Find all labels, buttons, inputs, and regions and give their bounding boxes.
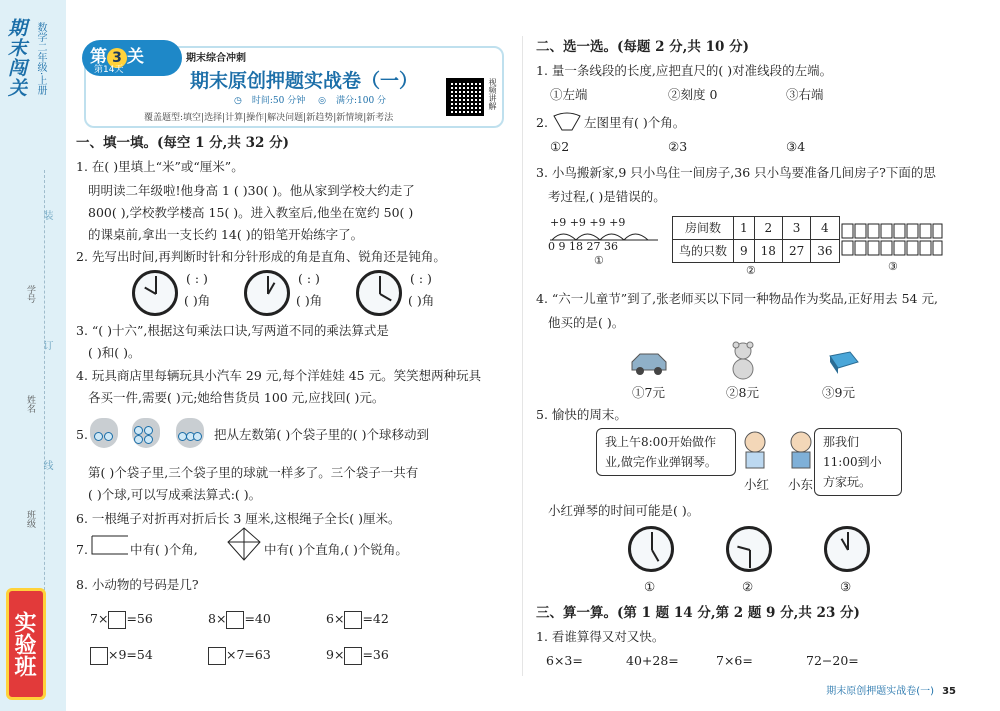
table-cell: 1 xyxy=(734,217,755,240)
clock-2-angle[interactable]: ( )角 xyxy=(296,293,323,308)
eq3-right: =42 xyxy=(362,611,389,626)
eq6-right: =36 xyxy=(362,647,389,662)
choice-3-mark[interactable]: ③ xyxy=(888,260,898,273)
animal-box-2[interactable] xyxy=(226,611,244,629)
qr-code-icon[interactable] xyxy=(446,78,484,116)
clock-3-time[interactable]: ( : ) xyxy=(410,271,432,286)
page-number: 35 xyxy=(942,686,956,697)
book-icon xyxy=(826,348,860,378)
eq2-left: 8× xyxy=(208,611,227,626)
header-tag: 期末综合冲刺 xyxy=(186,53,246,64)
section-1-title: 一、填一填。(每空 1 分,共 32 分) xyxy=(76,135,289,151)
calc-item-3[interactable]: 7×6= xyxy=(716,653,753,668)
bag-3 xyxy=(176,418,204,448)
column-divider xyxy=(522,36,523,676)
q4-line-1: 4. 玩具商店里每辆玩具小汽车 29 元,每个洋娃娃 45 元。笑笑想两种玩具 xyxy=(76,368,482,383)
r-q3-line-1: 3. 小鸟搬新家,9 只小鸟住一间房子,36 只小鸟要准备几间房子?下面的思 xyxy=(536,165,936,180)
q1-prompt: 1. 在( )里填上“米”或“厘米”。 xyxy=(76,159,244,174)
option-clock-1 xyxy=(628,526,674,572)
animal-eq-1 xyxy=(90,608,153,630)
animal-box-5[interactable] xyxy=(208,647,226,665)
badge-day: 第14天 xyxy=(94,65,124,75)
teddy-bear-icon xyxy=(728,340,758,380)
animal-box-3[interactable] xyxy=(344,611,362,629)
boy-avatar xyxy=(786,430,816,470)
section-3-title: 三、算一算。(第 1 题 14 分,第 2 题 9 分,共 23 分) xyxy=(536,605,860,621)
eq3-left: 6× xyxy=(326,611,345,626)
eq1-left: 7× xyxy=(90,611,109,626)
clock-2-time[interactable]: ( : ) xyxy=(298,271,320,286)
r-q4-opt-1[interactable]: ①7元 xyxy=(632,385,665,400)
clock-3-angle[interactable]: ( )角 xyxy=(408,293,435,308)
q7-part-2: 中有( )个直角,( )个锐角。 xyxy=(264,542,408,557)
table-cell: 2 xyxy=(754,217,782,240)
q5-line-3: ( )个球,可以写成乘法算式:( )。 xyxy=(88,487,262,502)
q3-line-1: 3. “( )十六”,根据这句乘法口诀,写两道不同的乘法算式是 xyxy=(76,323,389,338)
clock-1-time[interactable]: ( : ) xyxy=(186,271,208,286)
exam-header xyxy=(84,46,504,128)
eq5-right: ×7=63 xyxy=(226,647,271,662)
q4-line-2: 各买一件,需要( )元;她给售货员 100 元,应找回( )元。 xyxy=(88,390,385,405)
cut-mark-3: 线 xyxy=(41,460,52,470)
numberline-labels: 0 9 18 27 36 xyxy=(548,240,618,253)
r-q1-opt-1[interactable]: ①左端 xyxy=(550,87,588,102)
r-q1-opt-3[interactable]: ③右端 xyxy=(786,87,824,102)
r-q2-text: 左图里有( )个角。 xyxy=(584,115,686,130)
r-q5-opt-3[interactable]: ③ xyxy=(840,579,852,594)
r-q5-title: 5. 愉快的周末。 xyxy=(536,407,627,422)
speech-bubble-1: 我上午8:00开始做作业,做完作业弹钢琴。 xyxy=(596,428,736,476)
girl-avatar xyxy=(740,430,770,470)
option-clock-3 xyxy=(824,526,870,572)
field-student-no: 学号 xyxy=(25,285,35,303)
clock-face-3 xyxy=(356,270,402,316)
clock-icon: ◷ xyxy=(234,96,242,106)
q5-line-2: 第( )个袋子里,三个袋子里的球就一样多了。三个袋子一共有 xyxy=(88,465,419,480)
page-footer xyxy=(826,682,956,697)
q7-part-1: 中有( )个角, xyxy=(130,542,198,557)
animal-eq-5 xyxy=(208,644,271,666)
qr-label: 视频讲解 xyxy=(488,78,497,110)
brand-logo: 实验班 xyxy=(6,588,46,700)
bag-2 xyxy=(132,418,160,448)
badge-number: 3 xyxy=(107,48,127,68)
calc-item-4[interactable]: 72−20= xyxy=(806,653,859,668)
side-strip xyxy=(0,0,66,711)
q5-number: 5. xyxy=(76,427,88,442)
badge-suffix: 关 xyxy=(127,47,144,67)
r-q5-opt-1[interactable]: ① xyxy=(644,579,656,594)
table-cell: 36 xyxy=(811,240,839,263)
q1-line-1: 明明读二年级啦!他身高 1 ( )30( )。他从家到学校大约走了 xyxy=(88,183,415,198)
clock-face-2 xyxy=(244,270,290,316)
eq4-right: ×9=54 xyxy=(108,647,153,662)
field-name: 姓名 xyxy=(25,395,35,413)
calc-item-1[interactable]: 6×3= xyxy=(546,653,583,668)
clock-1-angle[interactable]: ( )角 xyxy=(184,293,211,308)
animal-eq-4 xyxy=(90,644,153,666)
animal-eq-2 xyxy=(208,608,271,630)
calc-item-2[interactable]: 40+28= xyxy=(626,653,679,668)
q7-number: 7. xyxy=(76,542,88,557)
choice-1-mark[interactable]: ① xyxy=(594,254,604,267)
r-q5-opt-2[interactable]: ② xyxy=(742,579,754,594)
eq6-left: 9× xyxy=(326,647,345,662)
bird-table xyxy=(672,216,840,263)
r-q2-opt-3[interactable]: ③4 xyxy=(786,139,806,154)
eq2-right: =40 xyxy=(244,611,271,626)
animal-box-1[interactable] xyxy=(108,611,126,629)
character-name-1: 小红 xyxy=(744,477,770,492)
badge-prefix: 第 xyxy=(90,47,107,67)
strip-title: 期末闯关 xyxy=(5,18,27,98)
topics-line: 覆盖题型:填空|选择|计算|操作|解决问题|新趋势|新情境|新考法 xyxy=(144,113,394,123)
cut-mark-2: 订 xyxy=(41,340,52,350)
r-q2-opt-2[interactable]: ②3 xyxy=(668,139,688,154)
q2-prompt: 2. 先写出时间,再判断时针和分针形成的角是直角、锐角还是钝角。 xyxy=(76,249,446,264)
angle-figure xyxy=(90,534,130,556)
toy-car-icon xyxy=(628,348,670,378)
r-q4-opt-2[interactable]: ②8元 xyxy=(726,385,759,400)
level-badge xyxy=(82,40,182,76)
r-q5-question: 小红弹琴的时间可能是( )。 xyxy=(548,503,700,518)
table-cell: 3 xyxy=(782,217,810,240)
animal-box-6[interactable] xyxy=(344,647,362,665)
s3-q1-prompt: 1. 看谁算得又对又快。 xyxy=(536,629,665,644)
table-cell: 9 xyxy=(734,240,755,263)
dice-grid xyxy=(840,222,944,265)
table-row xyxy=(673,240,840,263)
table-row xyxy=(673,217,840,240)
fan-shape-figure xyxy=(552,110,582,132)
table-cell: 鸟的只数 xyxy=(673,240,734,263)
q5-line-1: 把从左数第( )个袋子里的( )个球移动到 xyxy=(214,427,429,442)
bag-1 xyxy=(90,418,118,448)
character-name-2: 小东 xyxy=(788,477,814,492)
numberline-steps: +9 +9 +9 +9 xyxy=(550,216,626,229)
strip-subtitle: 数学二年级·上册 xyxy=(35,22,46,96)
q8-prompt: 8. 小动物的号码是几? xyxy=(76,577,199,592)
animal-box-4[interactable] xyxy=(90,647,108,665)
r-q4-opt-3[interactable]: ③9元 xyxy=(822,385,855,400)
speech-bubble-2: 那我们11:00到小方家玩。 xyxy=(814,428,902,496)
choice-2-mark[interactable]: ② xyxy=(746,264,756,277)
r-q1-opt-2[interactable]: ②刻度 0 xyxy=(668,87,718,102)
animal-eq-6 xyxy=(326,644,389,666)
eq1-right: =56 xyxy=(126,611,153,626)
section-2-title: 二、选一选。(每题 2 分,共 10 分) xyxy=(536,39,749,55)
binding-line xyxy=(44,170,45,600)
exam-meta xyxy=(234,93,396,106)
check-icon: ◎ xyxy=(318,96,326,106)
kite-figure xyxy=(226,526,262,562)
table-cell: 27 xyxy=(782,240,810,263)
q3-line-2: ( )和( )。 xyxy=(88,345,141,360)
page-title: 期末原创押题实战卷（一） xyxy=(190,70,419,92)
r-q3-line-2: 考过程,( )是错误的。 xyxy=(548,189,666,204)
r-q4-line-1: 4. “六一儿童节”到了,张老师买以下同一种物品作为奖品,正好用去 54 元, xyxy=(536,291,938,306)
clock-face-1 xyxy=(132,270,178,316)
r-q2-number: 2. xyxy=(536,115,548,130)
field-class: 班级 xyxy=(25,510,35,528)
r-q1: 1. 量一条线段的长度,应把直尺的( )对准线段的左端。 xyxy=(536,63,833,78)
footer-title: 期末原创押题实战卷(一) xyxy=(826,686,935,697)
r-q2-opt-1[interactable]: ①2 xyxy=(550,139,570,154)
option-clock-2 xyxy=(726,526,772,572)
exam-score: 满分:100 分 xyxy=(335,96,387,106)
q1-line-2: 800( ),学校教学楼高 15( )。进入教室后,他坐在宽约 50( ) xyxy=(88,205,414,220)
cut-mark-1: 装 xyxy=(41,210,52,220)
q1-line-3: 的课桌前,拿出一支长约 14( )的铅笔开始练字了。 xyxy=(88,227,364,242)
table-cell: 4 xyxy=(811,217,839,240)
q6-text: 6. 一根绳子对折再对折后长 3 厘米,这根绳子全长( )厘米。 xyxy=(76,511,401,526)
animal-eq-3 xyxy=(326,608,389,630)
r-q4-line-2: 他买的是( )。 xyxy=(548,315,625,330)
exam-time: 时间:50 分钟 xyxy=(251,96,306,106)
table-cell: 房间数 xyxy=(673,217,734,240)
table-cell: 18 xyxy=(754,240,782,263)
